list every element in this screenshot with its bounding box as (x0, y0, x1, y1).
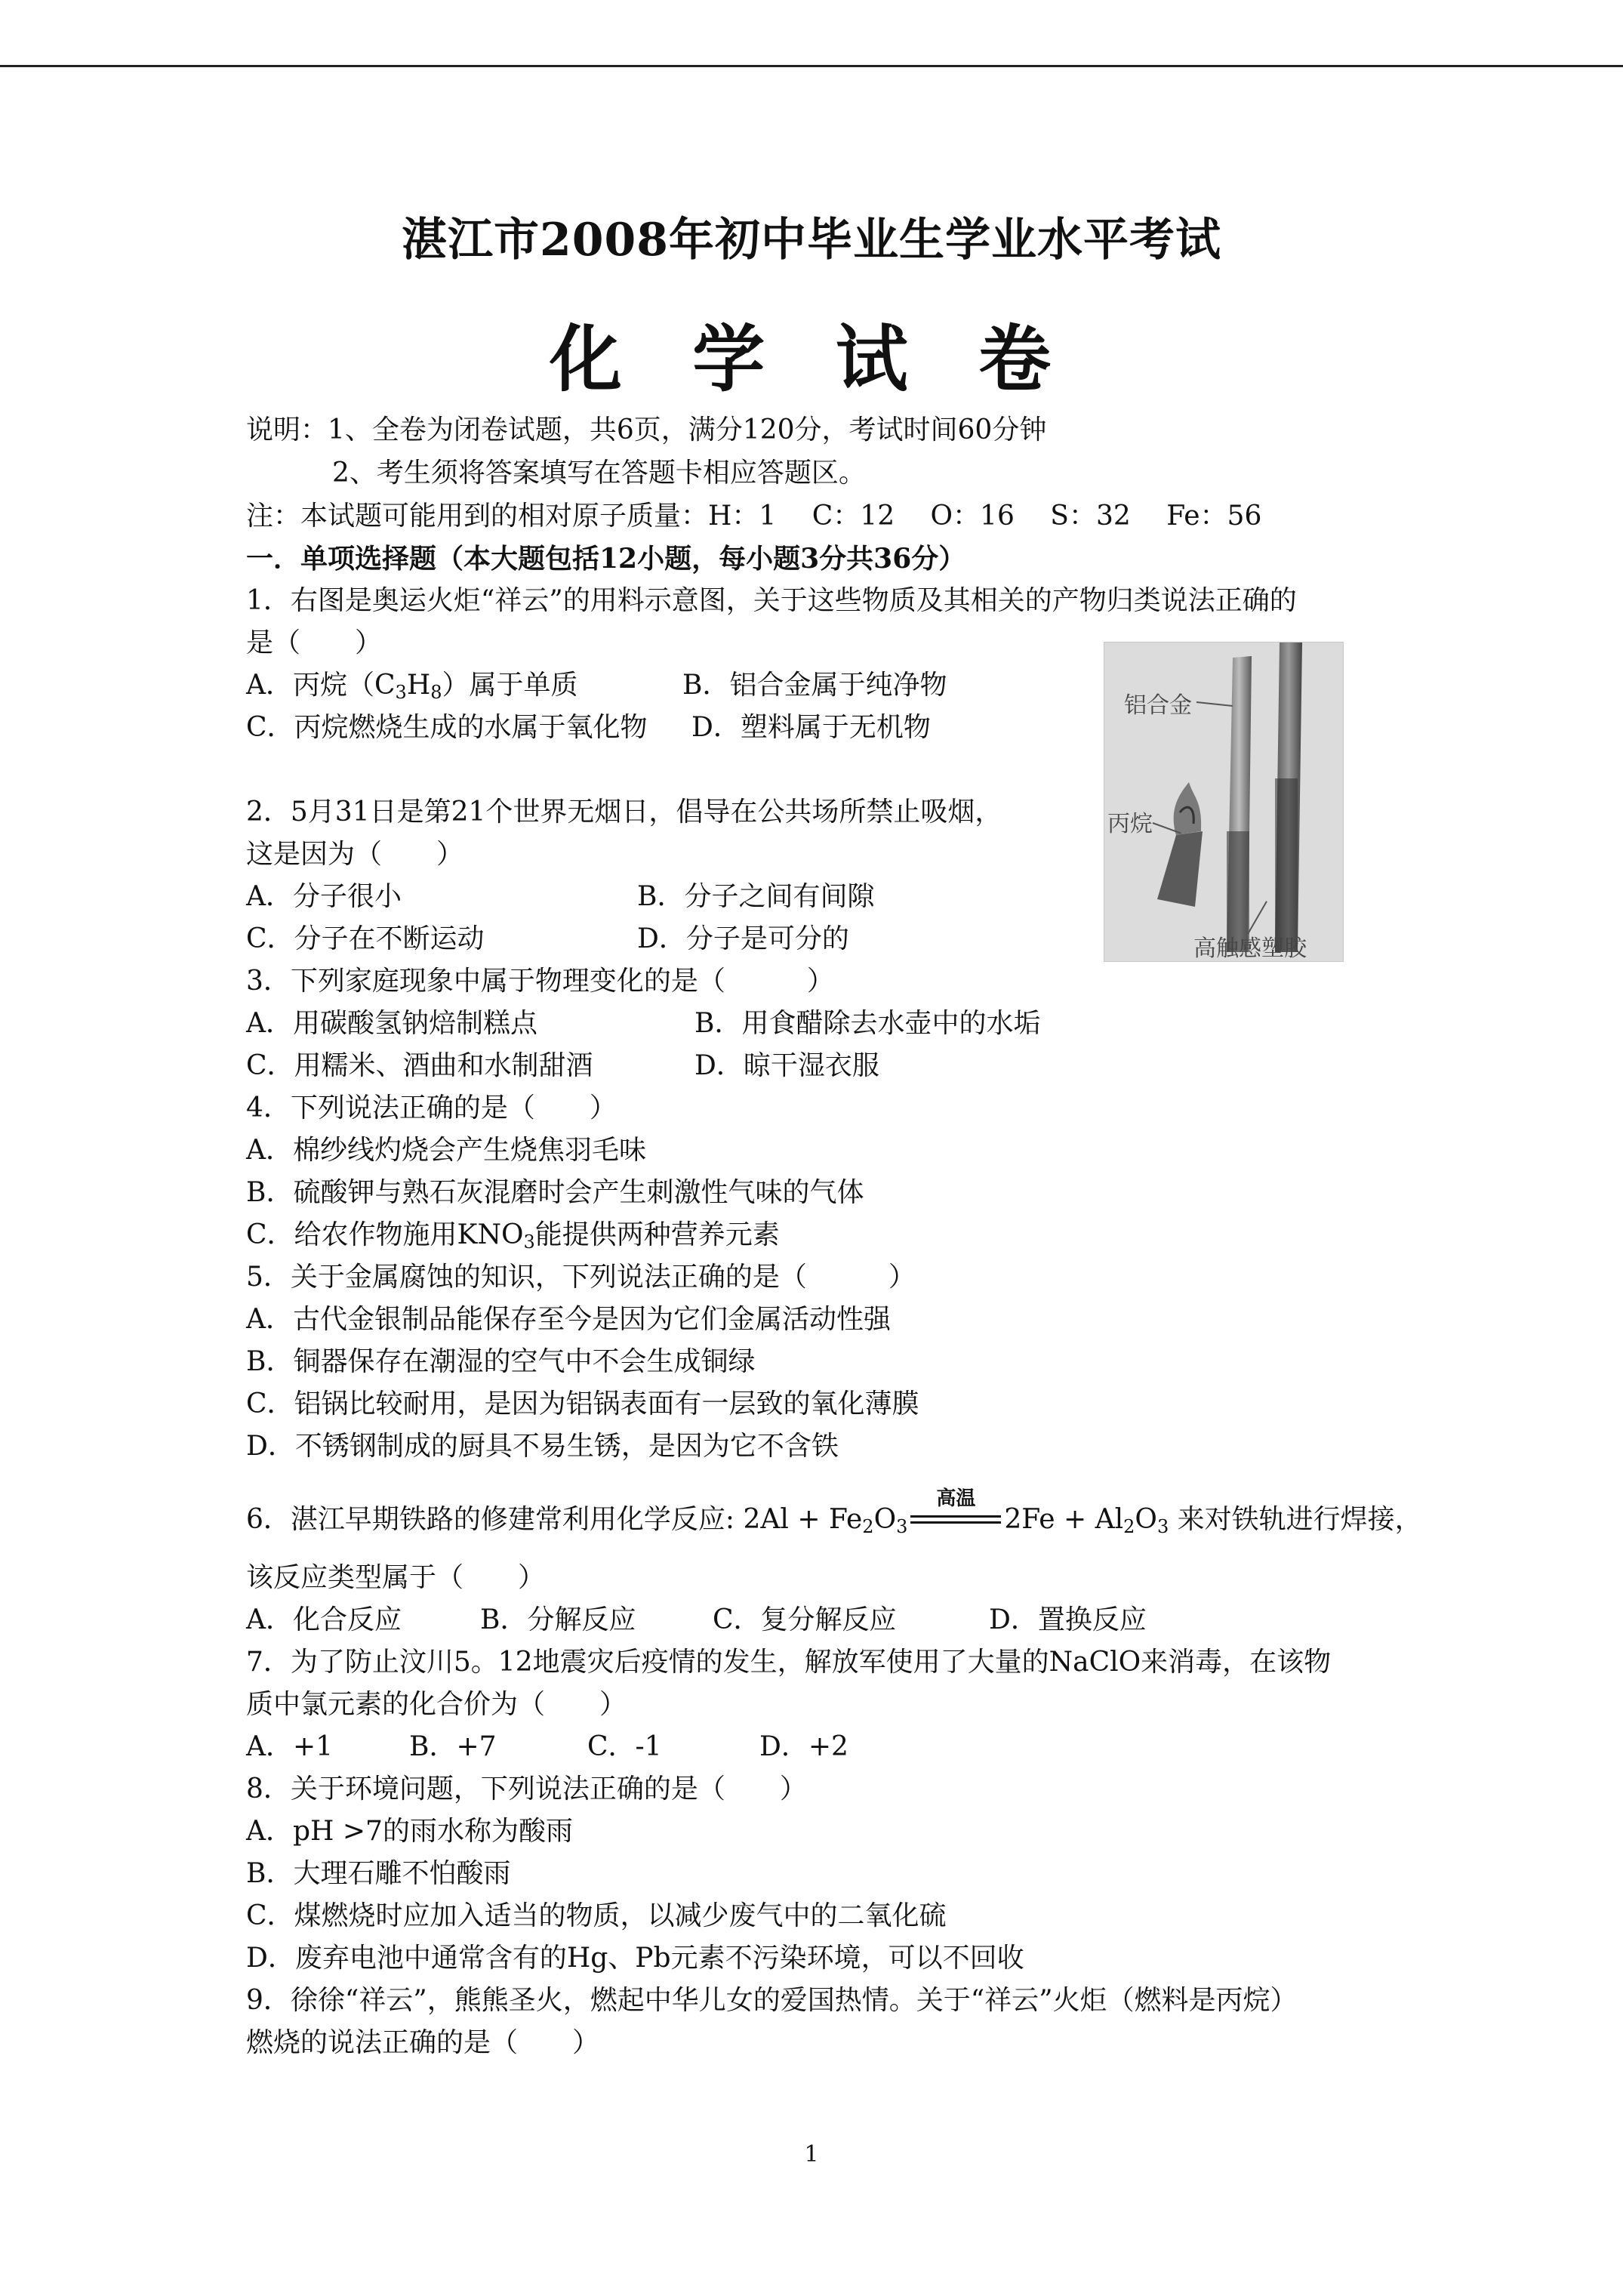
q9-stem-1: 9．徐徐“祥云”，熊熊圣火，燃起中华儿女的爱国热情。关于“祥云”火炬（燃料是丙烷） (246, 1985, 1298, 2016)
q6-option-c: C．复分解反应 (713, 1604, 897, 1635)
q8-option-c: C．煤燃烧时应加入适当的物质，以减少废气中的二氧化硫 (246, 1900, 947, 1931)
q8-option-b: B．大理石雕不怕酸雨 (246, 1858, 511, 1889)
q6-option-b: B．分解反应 (480, 1604, 636, 1635)
q3-stem: 3．下列家庭现象中属于物理变化的是（ ） (246, 966, 834, 997)
q8-option-a: A．pH >7的雨水称为酸雨 (246, 1816, 573, 1847)
q1-stem-2: 是（ ） (246, 627, 383, 658)
q2-option-d: D．分子是可分的 (637, 923, 849, 954)
q6-option-a: A．化合反应 (246, 1604, 402, 1635)
q2-option-a: A．分子很小 (246, 881, 402, 912)
q7-option-a: A．+1 (246, 1731, 334, 1762)
q5-option-c: C．铝锅比较耐用，是因为铝锅表面有一层致的氧化薄膜 (246, 1388, 919, 1419)
q1-option-a: A．丙烷$(C_3H_8)$属于单质 (246, 670, 578, 703)
top-rule (0, 65, 1623, 67)
q6-stem-2: 该反应类型属于（ ） (246, 1562, 546, 1593)
q1-option-b: B．铝合金属于纯净物 (682, 670, 947, 701)
q6-option-d: D．置换反应 (989, 1604, 1147, 1635)
torch-material-figure (1104, 642, 1344, 962)
q2-option-b: B．分子之间有间隙 (637, 881, 875, 912)
rod-grip-2 (1275, 778, 1298, 952)
note-line-3: 注：本试题可能用到的相对原子质量：H：1 C：12 O：16 S：32 Fe：56 (246, 501, 1262, 532)
q7-option-c: C．-1 (587, 1731, 662, 1762)
note-line-2: 2、考生须将答案填写在答题卡相应答题区。 (332, 458, 866, 488)
section-1-title: 一．单项选择题（本大题包括12小题，每小题3分共36分） (246, 543, 966, 575)
label-plastic: 高触感塑胶 (1193, 935, 1307, 962)
q1-stem-1: 1．右图是奥运火炬“祥云”的用料示意图，关于这些物质及其相关的产物归类说法正确的 (246, 585, 1297, 616)
q3-option-d: D．晾干湿衣服 (694, 1050, 879, 1081)
q7-stem-1: 7．为了防止汶川5。12地震灾后疫情的发生，解放军使用了大量的NaClO来消毒，在该物 (246, 1647, 1332, 1678)
note-line-1: 说明：1、全卷为闭卷试题，共6页，满分120分，考试时间60分钟 (246, 415, 1047, 445)
q2-option-c: C．分子在不断运动 (246, 923, 485, 954)
exam-title: 湛江市2008年初中毕业生学业水平考试 (402, 214, 1221, 267)
reaction-equation: $2Al + Fe_2O_3$ 高温 $2Fe + Al_2O_3$ (744, 1504, 1169, 1535)
label-aluminium-alloy: 铝合金 (1124, 692, 1192, 719)
q5-option-d: D．不锈钢制成的厨具不易生锈，是因为它不含铁 (246, 1431, 839, 1462)
q5-stem: 5．关于金属腐蚀的知识，下列说法正确的是（ ） (246, 1262, 916, 1293)
q4-option-c: C．给农作物施用$KNO_3$能提供两种营养元素 (246, 1219, 780, 1253)
q2-stem-2: 这是因为（ ） (246, 839, 464, 870)
page-number: 1 (804, 2141, 819, 2168)
q8-option-d: D．废弃电池中通常含有的Hg、Pb元素不污染环境，可以不回收 (246, 1943, 1024, 1974)
reaction-arrow (910, 1487, 1001, 1536)
q5-option-a: A．古代金银制品能保存至今是因为它们金属活动性强 (246, 1304, 891, 1335)
torch-body (1157, 831, 1203, 907)
q6-stem-1: 6．湛江早期铁路的修建常利用化学反应: $2Al + Fe_2O_3$ 高温 $2Fe + Al_2O_3$ 来对铁轨进行焊接， (246, 1505, 1422, 1536)
q2-stem-1: 2．5月31日是第21个世界无烟日，倡导在公共场所禁止吸烟， (246, 797, 1002, 827)
flame-icon (1174, 782, 1201, 835)
subject-title: 化 学 试 卷 (549, 316, 1074, 402)
q1-option-c: C．丙烷燃烧生成的水属于氧化物 (246, 712, 648, 743)
q3-option-c: C．用糯米、酒曲和水制甜酒 (246, 1050, 593, 1081)
q5-option-b: B．铜器保存在潮湿的空气中不会生成铜绿 (246, 1346, 756, 1377)
q8-stem: 8．关于环境问题，下列说法正确的是（ ） (246, 1774, 807, 1804)
q3-option-b: B．用食醋除去水壶中的水垢 (694, 1008, 1041, 1039)
reaction-condition: 高温 (936, 1487, 976, 1510)
q7-stem-2: 质中氯元素的化合价为（ ） (246, 1689, 627, 1720)
q9-stem-2: 燃烧的说法正确的是（ ） (246, 2027, 600, 2058)
q3-option-a: A．用碳酸氢钠焙制糕点 (246, 1008, 537, 1039)
label-propane: 丙烷 (1107, 811, 1153, 837)
q1-option-d: D．塑料属于无机物 (691, 712, 931, 743)
q4-option-b: B．硫酸钾与熟石灰混磨时会产生刺激性气味的气体 (246, 1177, 864, 1208)
q4-stem: 4．下列说法正确的是（ ） (246, 1093, 617, 1123)
q4-option-a: A．棉纱线灼烧会产生烧焦羽毛味 (246, 1135, 646, 1166)
q7-option-d: D．+2 (759, 1731, 848, 1762)
q7-option-b: B．+7 (409, 1731, 497, 1762)
